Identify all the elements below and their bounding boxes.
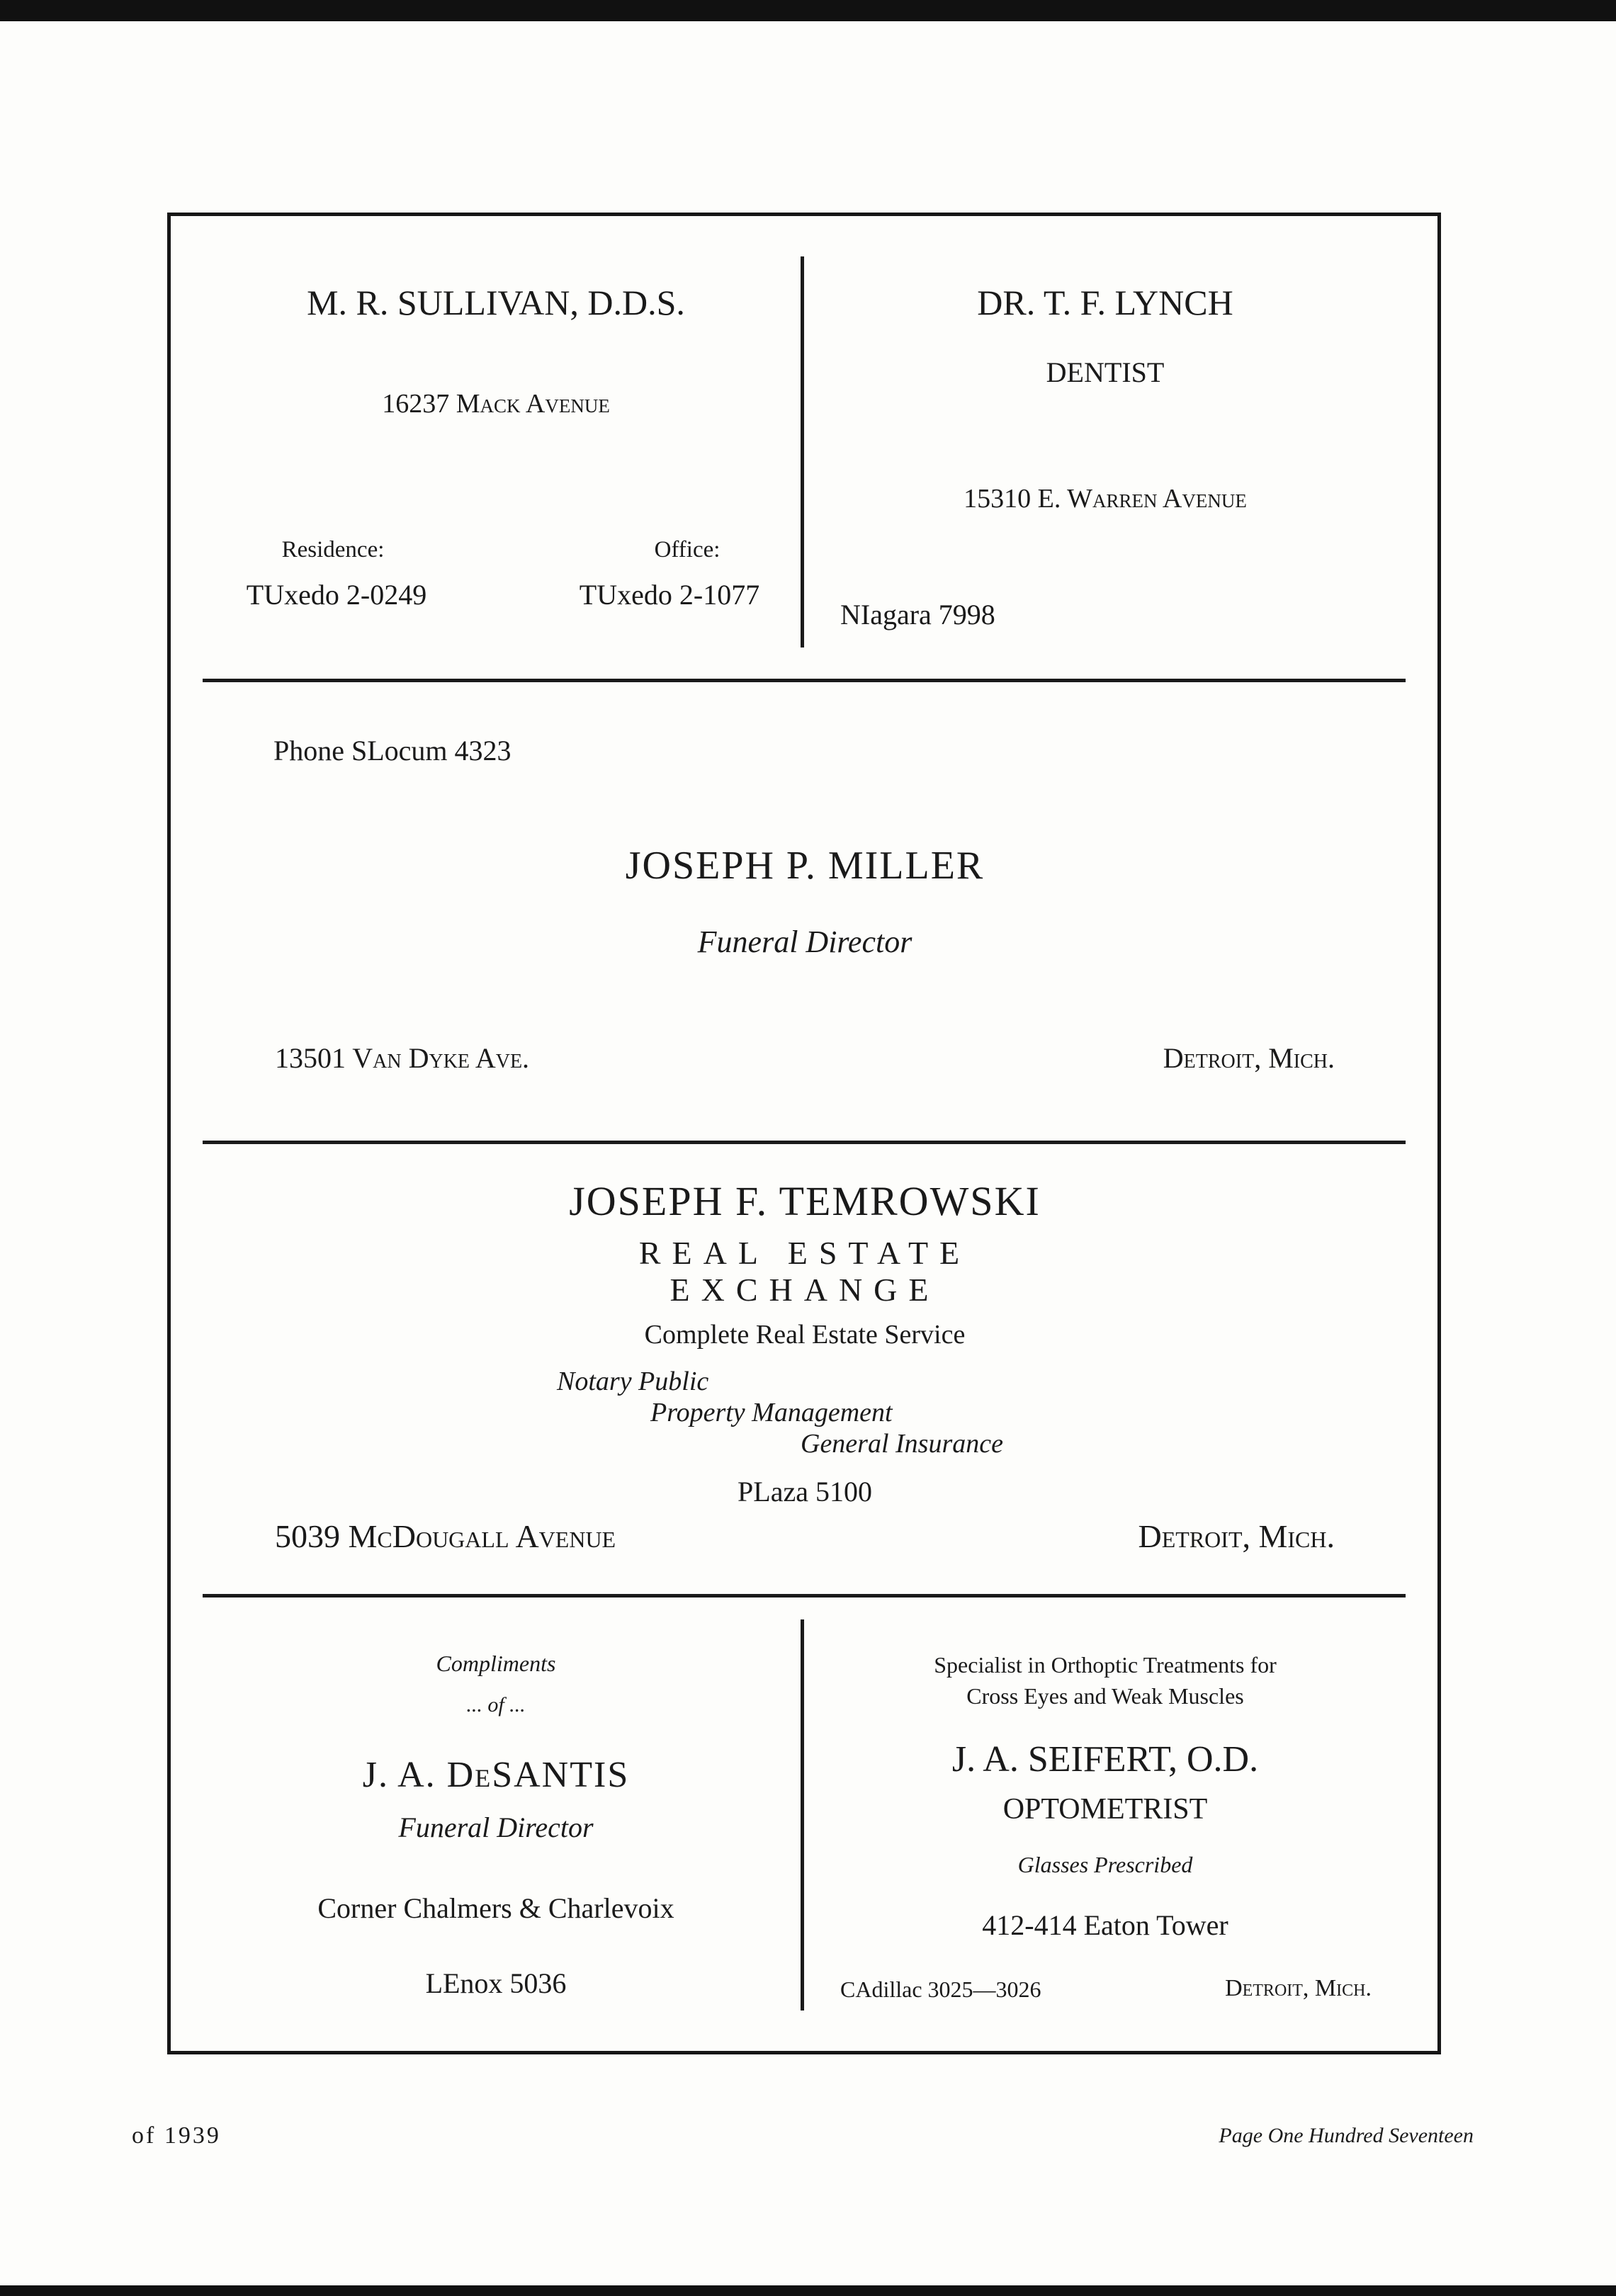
footer-year: of 1939 (132, 2122, 221, 2149)
sullivan-residence-label: Residence: (281, 537, 385, 562)
desantis-name: J. A. DeSANTIS (362, 1755, 630, 1795)
desantis-of: ... of ... (466, 1693, 526, 1717)
footer-page-number: Page One Hundred Seventeen (1219, 2124, 1474, 2147)
lynch-phone: NIagara 7998 (840, 599, 995, 630)
divider-horizontal-2 (203, 1141, 1406, 1144)
miller-city: Detroit, Mich. (1163, 1042, 1335, 1074)
sullivan-residence-phone: TUxedo 2-0249 (246, 579, 427, 611)
lynch-title: DENTIST (1046, 356, 1165, 388)
temrowski-phone: PLaza 5100 (738, 1476, 872, 1508)
miller-name: JOSEPH P. MILLER (625, 844, 985, 888)
lynch-address: 15310 E. Warren Avenue (964, 484, 1247, 514)
temrowski-tagline: Complete Real Estate Service (644, 1320, 966, 1350)
temrowski-name: JOSEPH F. TEMROWSKI (569, 1178, 1041, 1224)
miller-title: Funeral Director (697, 924, 912, 959)
divider-horizontal-1 (203, 679, 1406, 682)
divider-horizontal-3 (203, 1594, 1406, 1597)
temrowski-business-line2: EXCHANGE (669, 1272, 940, 1308)
seifert-phone: CAdillac 3025—3026 (840, 1977, 1041, 2002)
sullivan-address: 16237 Mack Avenue (382, 389, 610, 419)
divider-vertical-top (801, 256, 804, 647)
temrowski-city: Detroit, Mich. (1138, 1518, 1335, 1554)
miller-phone: Phone SLocum 4323 (273, 735, 512, 767)
temrowski-service-property: Property Management (650, 1398, 893, 1427)
temrowski-business-line1: REAL ESTATE (638, 1235, 971, 1271)
scan-top-edge (0, 0, 1616, 21)
sullivan-office-label: Office: (654, 537, 721, 562)
seifert-city: Detroit, Mich. (1225, 1975, 1372, 2001)
temrowski-service-insurance: General Insurance (801, 1429, 1003, 1459)
sullivan-name: M. R. SULLIVAN, D.D.S. (307, 283, 685, 322)
divider-vertical-bottom (801, 1619, 804, 2011)
seifert-specialty-line2: Cross Eyes and Weak Muscles (966, 1683, 1244, 1709)
seifert-address: 412-414 Eaton Tower (982, 1909, 1228, 1941)
temrowski-service-notary: Notary Public (557, 1367, 709, 1396)
scan-bottom-edge (0, 2285, 1616, 2296)
desantis-phone: LEnox 5036 (425, 1967, 567, 1999)
seifert-name: J. A. SEIFERT, O.D. (951, 1739, 1259, 1780)
seifert-title: OPTOMETRIST (1002, 1793, 1208, 1826)
desantis-compliments: Compliments (436, 1651, 556, 1676)
seifert-note: Glasses Prescribed (1017, 1852, 1193, 1877)
temrowski-address: 5039 McDougall Avenue (275, 1518, 616, 1554)
desantis-address: Corner Chalmers & Charlevoix (317, 1892, 674, 1924)
sullivan-office-phone: TUxedo 2-1077 (579, 579, 760, 611)
lynch-name: DR. T. F. LYNCH (977, 283, 1233, 322)
miller-address: 13501 Van Dyke Ave. (275, 1042, 530, 1074)
seifert-specialty-line1: Specialist in Orthoptic Treatments for (934, 1652, 1277, 1678)
desantis-title: Funeral Director (398, 1811, 594, 1843)
